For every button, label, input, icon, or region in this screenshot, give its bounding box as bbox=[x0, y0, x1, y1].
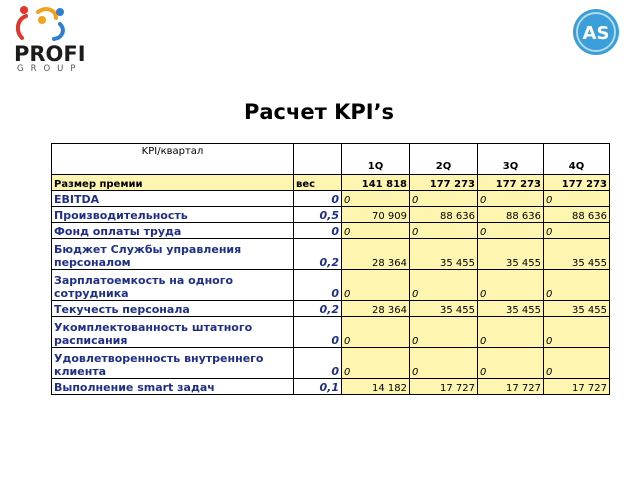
logo-wordmark: PROFI bbox=[14, 42, 86, 66]
kpi-quarter-value: 88 636 bbox=[544, 207, 610, 223]
kpi-quarter-value: 17 727 bbox=[410, 379, 478, 395]
profi-group-logo bbox=[8, 4, 86, 78]
kpi-quarter-value: 28 364 bbox=[342, 239, 410, 270]
kpi-name: Выполнение smart задач bbox=[52, 379, 294, 395]
kpi-row bbox=[52, 239, 610, 270]
kpi-quarter-value: 17 727 bbox=[544, 379, 610, 395]
kpi-quarter-value: 35 455 bbox=[478, 239, 544, 270]
kpi-quarter-value: 35 455 bbox=[544, 301, 610, 317]
kpi-name: Бюджет Службы управления персоналом bbox=[52, 239, 294, 270]
kpi-weight: 0 bbox=[294, 191, 342, 207]
weight-header-blank bbox=[294, 144, 342, 175]
kpi-name: Зарплатоемкость на одного сотрудника bbox=[52, 270, 294, 301]
kpi-quarter-value: 0 bbox=[410, 317, 478, 348]
kpi-rows bbox=[52, 191, 610, 395]
kpi-weight: 0,1 bbox=[294, 379, 342, 395]
weight-label: вес bbox=[294, 175, 342, 191]
kpi-weight: 0,2 bbox=[294, 239, 342, 270]
as-badge-icon bbox=[572, 8, 620, 56]
kpi-quarter-value: 14 182 bbox=[342, 379, 410, 395]
kpi-quarter-value: 88 636 bbox=[410, 207, 478, 223]
kpi-quarter-value: 0 bbox=[410, 348, 478, 379]
kpi-weight: 0,5 bbox=[294, 207, 342, 223]
kpi-name: Производительность bbox=[52, 207, 294, 223]
kpi-quarter-value: 0 bbox=[410, 270, 478, 301]
kpi-weight: 0,2 bbox=[294, 301, 342, 317]
kpi-weight: 0 bbox=[294, 317, 342, 348]
kpi-quarter-value: 0 bbox=[342, 270, 410, 301]
kpi-row bbox=[52, 207, 610, 223]
kpi-quarter-value: 17 727 bbox=[478, 379, 544, 395]
kpi-quarter-value: 0 bbox=[544, 270, 610, 301]
kpi-name: Текучесть персонала bbox=[52, 301, 294, 317]
bonus-value: 177 273 bbox=[478, 175, 544, 191]
kpi-weight: 0 bbox=[294, 223, 342, 239]
kpi-quarter-value: 35 455 bbox=[544, 239, 610, 270]
kpi-quarter-value: 0 bbox=[544, 223, 610, 239]
kpi-quarter-value: 28 364 bbox=[342, 301, 410, 317]
kpi-row bbox=[52, 348, 610, 379]
page-title: Расчет KPI’s bbox=[243, 100, 395, 124]
kpi-quarter-value: 0 bbox=[544, 191, 610, 207]
kpi-row bbox=[52, 191, 610, 207]
kpi-quarter-value: 35 455 bbox=[410, 239, 478, 270]
bonus-label: Размер премии bbox=[52, 175, 294, 191]
kpi-quarter-value: 0 bbox=[478, 223, 544, 239]
kpi-name: Укомплектованность штатного расписания bbox=[52, 317, 294, 348]
kpi-quarter-value: 0 bbox=[478, 191, 544, 207]
bonus-row bbox=[52, 175, 610, 191]
bonus-value: 177 273 bbox=[544, 175, 610, 191]
kpi-quarter-value: 0 bbox=[342, 317, 410, 348]
profi-figures-icon bbox=[10, 4, 80, 42]
kpi-name: Фонд оплаты труда bbox=[52, 223, 294, 239]
as-badge-text: AS bbox=[582, 23, 610, 44]
kpi-row bbox=[52, 223, 610, 239]
kpi-table bbox=[51, 143, 610, 395]
bonus-value: 141 818 bbox=[342, 175, 410, 191]
kpi-weight: 0 bbox=[294, 348, 342, 379]
kpi-quarter-value: 0 bbox=[410, 191, 478, 207]
kpi-row bbox=[52, 270, 610, 301]
kpi-quarter-value: 35 455 bbox=[410, 301, 478, 317]
kpi-quarter-value: 0 bbox=[410, 223, 478, 239]
kpi-quarter-value: 0 bbox=[342, 223, 410, 239]
quarter-header: 2Q bbox=[410, 144, 478, 175]
kpi-quarter-value: 0 bbox=[342, 191, 410, 207]
kpi-row bbox=[52, 379, 610, 395]
quarter-header: 3Q bbox=[478, 144, 544, 175]
header-row bbox=[52, 144, 610, 175]
kpi-quarter-value: 0 bbox=[544, 348, 610, 379]
logo-subtitle: GROUP bbox=[17, 64, 83, 74]
kpi-name: EBITDA bbox=[52, 191, 294, 207]
kpi-quarter-value: 0 bbox=[544, 317, 610, 348]
kpi-quarter-value: 0 bbox=[478, 317, 544, 348]
corner-header: KPI/квартал bbox=[52, 144, 294, 175]
quarter-header: 4Q bbox=[544, 144, 610, 175]
kpi-quarter-value: 35 455 bbox=[478, 301, 544, 317]
kpi-weight: 0 bbox=[294, 270, 342, 301]
kpi-name: Удовлетворенность внутреннего клиента bbox=[52, 348, 294, 379]
kpi-quarter-value: 88 636 bbox=[478, 207, 544, 223]
kpi-quarter-value: 70 909 bbox=[342, 207, 410, 223]
kpi-row bbox=[52, 301, 610, 317]
kpi-quarter-value: 0 bbox=[478, 348, 544, 379]
kpi-quarter-value: 0 bbox=[478, 270, 544, 301]
kpi-row bbox=[52, 317, 610, 348]
bonus-value: 177 273 bbox=[410, 175, 478, 191]
kpi-quarter-value: 0 bbox=[342, 348, 410, 379]
quarter-header: 1Q bbox=[342, 144, 410, 175]
